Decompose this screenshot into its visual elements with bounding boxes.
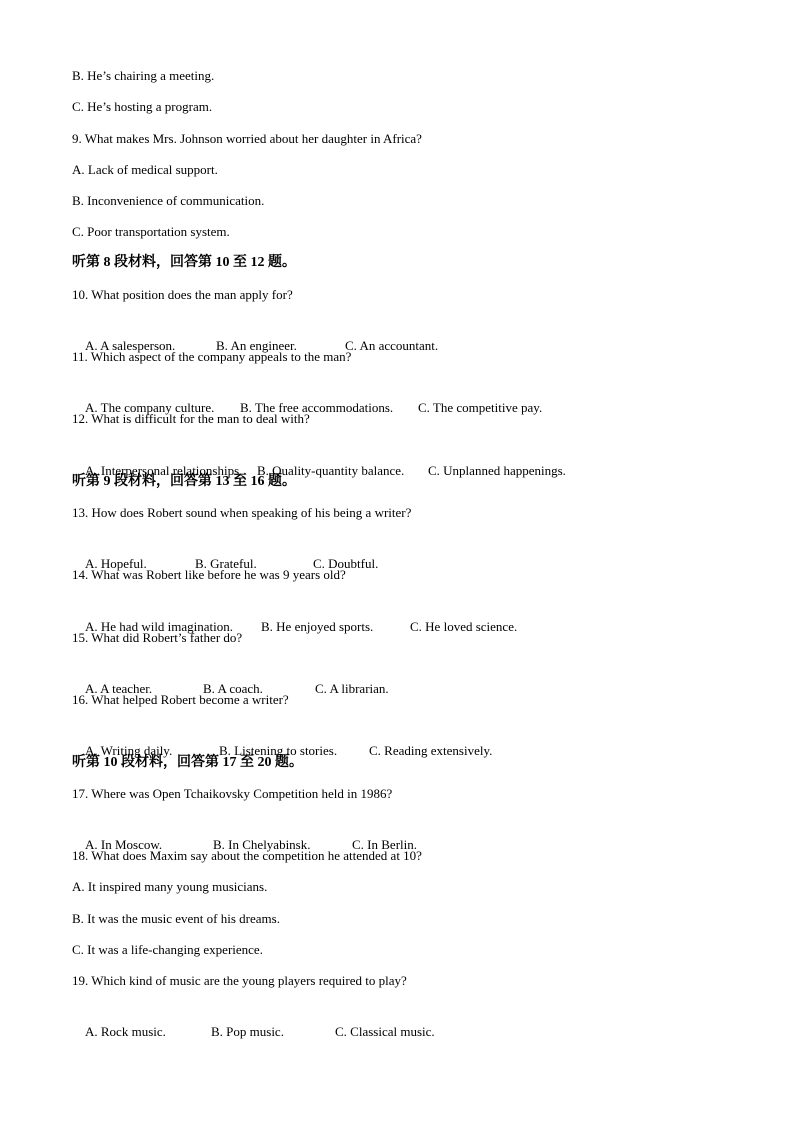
- option-13b: B. Grateful.: [195, 556, 257, 571]
- option-12b: B. Quality-quantity balance.: [257, 463, 405, 478]
- option-18a: A. It inspired many young musicians.: [72, 879, 268, 894]
- option-9b: B. Inconvenience of communication.: [72, 193, 265, 208]
- question-9: 9. What makes Mrs. Johnson worried about her daughter in Africa?: [72, 131, 422, 146]
- option-11c: C. The competitive pay.: [418, 400, 543, 415]
- option-14a: A. He had wild imagination.: [85, 619, 234, 634]
- option-9c: C. Poor transportation system.: [72, 224, 230, 239]
- option-12c: C. Unplanned happenings.: [428, 463, 566, 478]
- options-14: [72, 597, 518, 634]
- question-13: 13. How does Robert sound when speaking of his being a writer?: [72, 505, 412, 520]
- option-13c: C. Doubtful.: [313, 556, 379, 571]
- option-16a: A. Writing daily.: [85, 743, 173, 758]
- option-10c: C. An accountant.: [345, 338, 439, 353]
- question-12: 12. What is difficult for the man to deal with?: [72, 411, 310, 426]
- options-12: [72, 441, 566, 478]
- option-17c: C. In Berlin.: [352, 837, 417, 852]
- question-19: 19. Which kind of music are the young players required to play?: [72, 973, 407, 988]
- option-18b: B. It was the music event of his dreams.: [72, 911, 280, 926]
- question-10: 10. What position does the man apply for?: [72, 287, 293, 302]
- option-17b: B. In Chelyabinsk.: [213, 837, 311, 852]
- question-16: 16. What helped Robert become a writer?: [72, 692, 289, 707]
- option-19b: B. Pop music.: [211, 1024, 284, 1039]
- option-8b: B. He’s chairing a meeting.: [72, 68, 215, 83]
- option-10b: B. An engineer.: [216, 338, 297, 353]
- section-heading-8: 听第 8 段材料，回答第 10 至 12 题。: [72, 255, 296, 270]
- section-heading-10: 听第 10 段材料，回答第 17 至 20 题。: [72, 755, 303, 770]
- option-17a: A. In Moscow.: [85, 837, 163, 852]
- options-15: [72, 659, 389, 696]
- question-18: 18. What does Maxim say about the competition he attended at 10?: [72, 848, 422, 863]
- option-15b: B. A coach.: [203, 681, 263, 696]
- option-16b: B. Listening to stories.: [219, 743, 338, 758]
- option-16c: C. Reading extensively.: [369, 743, 493, 758]
- question-17: 17. Where was Open Tchaikovsky Competition held in 1986?: [72, 786, 393, 801]
- option-15c: C. A librarian.: [315, 681, 389, 696]
- option-19c: C. Classical music.: [335, 1024, 435, 1039]
- options-16: [72, 721, 493, 758]
- options-17: [72, 815, 417, 852]
- section-heading-9: 听第 9 段材料，回答第 13 至 16 题。: [72, 474, 296, 489]
- options-19: [72, 1002, 435, 1039]
- option-10a: A. A salesperson.: [85, 338, 176, 353]
- question-15: 15. What did Robert’s father do?: [72, 630, 243, 645]
- question-11: 11. Which aspect of the company appeals to the man?: [72, 349, 352, 364]
- option-8c: C. He’s hosting a program.: [72, 99, 213, 114]
- option-13a: A. Hopeful.: [85, 556, 147, 571]
- option-15a: A. A teacher.: [85, 681, 153, 696]
- option-11a: A. The company culture.: [85, 400, 215, 415]
- options-10: [72, 316, 439, 353]
- option-18c: C. It was a life-changing experience.: [72, 942, 263, 957]
- option-14c: C. He loved science.: [410, 619, 518, 634]
- option-9a: A. Lack of medical support.: [72, 162, 218, 177]
- option-12a: A. Interpersonal relationships.: [85, 463, 243, 478]
- options-11: [72, 378, 543, 415]
- options-13: [72, 534, 379, 571]
- question-14: 14. What was Robert like before he was 9 years old?: [72, 567, 346, 582]
- option-11b: B. The free accommodations.: [240, 400, 394, 415]
- option-19a: A. Rock music.: [85, 1024, 166, 1039]
- option-14b: B. He enjoyed sports.: [261, 619, 374, 634]
